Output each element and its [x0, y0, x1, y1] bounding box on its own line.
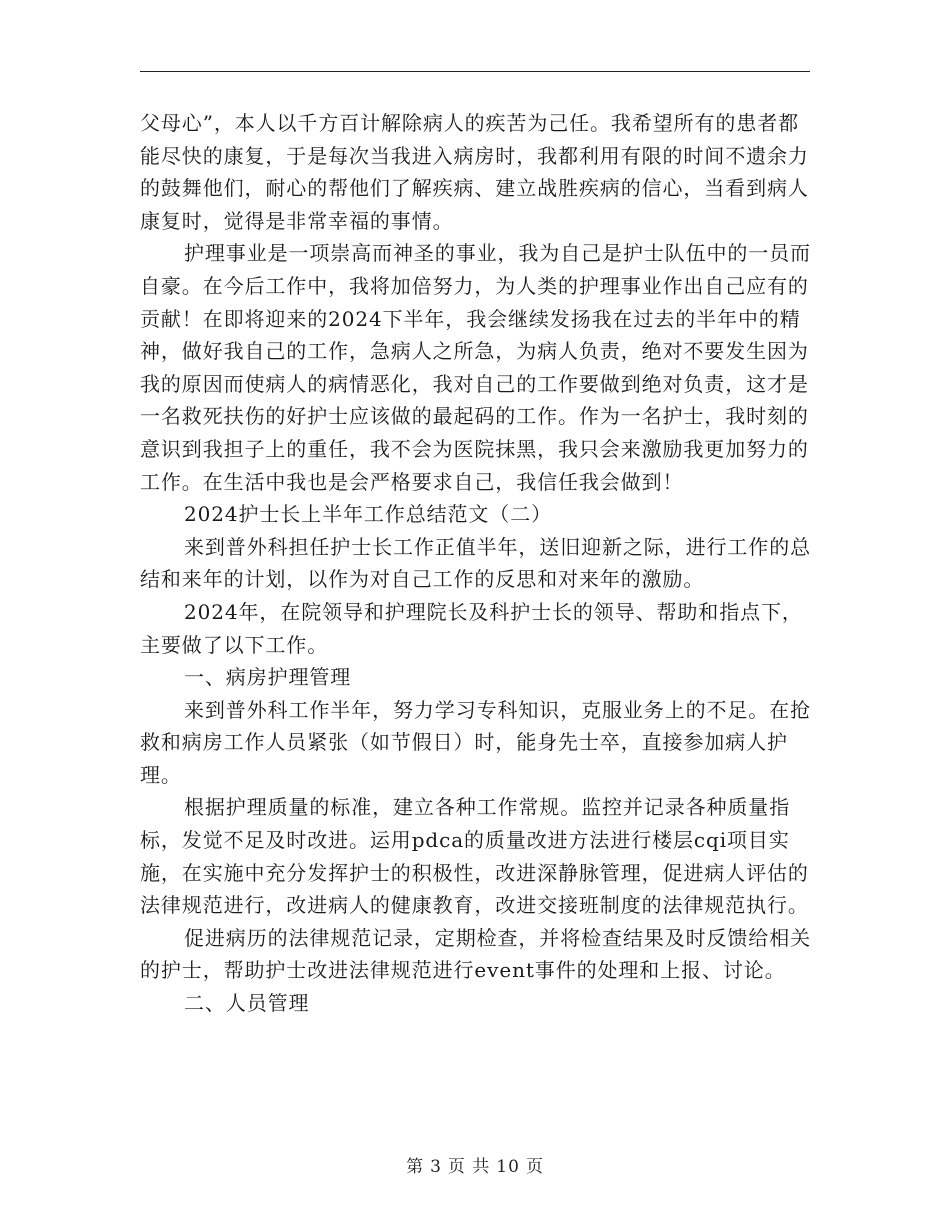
paragraph: 2024年，在院领导和护理院长及科护士长的领导、帮助和指点下，主要做了以下工作。: [140, 599, 803, 657]
section-heading: 二、人员管理: [184, 991, 310, 1016]
paragraph: 父母心”，本人以千方百计解除病人的疾苦为己任。我希望所有的患者都能尽快的康复，于是每次当我进入病房时，我都利用有限的时间不遗余力的鼓舞他们，耐心的帮他们了解疾病、建立战胜疾病的信心，当看到病人康复时，觉得是非常幸福的事情。: [140, 111, 809, 233]
header-rule: [140, 71, 810, 72]
section-title: 2024护士长上半年工作总结范文（二）: [184, 502, 552, 527]
paragraph: 来到普外科担任护士长工作正值半年，送旧迎新之际，进行工作的总结和来年的计划，以作为对自己工作的反思和对来年的激励。: [140, 534, 811, 592]
total-pages-number: 10: [496, 1157, 520, 1177]
paragraph: 来到普外科工作半年，努力学习专科知识，克服业务上的不足。在抢救和病房工作人员紧张（如节假日）时，能身先士卒，直接参加病人护理。: [140, 697, 811, 787]
paragraph: 护理事业是一项崇高而神圣的事业，我为自己是护士队伍中的一员而自豪。在今后工作中，我将加倍努力，为人类的护理事业作出自己应有的贡献！在即将迎来的2024下半年，我会继续发扬我在过去的半年中的精神，做好我自己的工作，急病人之所急，为病人负责，绝对不要发生因为我的原因而使病人的病情恶化，我对自己的工作要做到绝对负责，这才是一名救死扶伤的好护士应该做的最起码的工作。作为一名护士，我时刻的意识到我担子上的重任，我不会为医院抹黑，我只会来激励我更加努力的工作。在生活中我也是会严格要求自己，我信任我会做到！: [140, 241, 811, 494]
document-body: [140, 107, 812, 1020]
footer-prefix: 第: [406, 1157, 425, 1177]
footer-suffix: 页: [525, 1157, 544, 1177]
paragraph: 促进病历的法律规范记录，定期检查，并将检查结果及时反馈给相关的护士，帮助护士改进法律规范进行event事件的处理和上报、讨论。: [140, 925, 811, 983]
current-page-number: 3: [430, 1157, 442, 1177]
page-footer: [0, 1152, 950, 1177]
section-heading: 一、病房护理管理: [184, 665, 352, 690]
paragraph: 根据护理质量的标准，建立各种工作常规。监控并记录各种质量指标，发觉不足及时改进。运用pdca的质量改进方法进行楼层cqi项目实施，在实施中充分发挥护士的积极性，改进深静脉管理，促进病人评估的法律规范进行，改进病人的健康教育，改进交接班制度的法律规范执行。: [140, 795, 809, 918]
footer-middle: 页 共: [447, 1157, 491, 1177]
